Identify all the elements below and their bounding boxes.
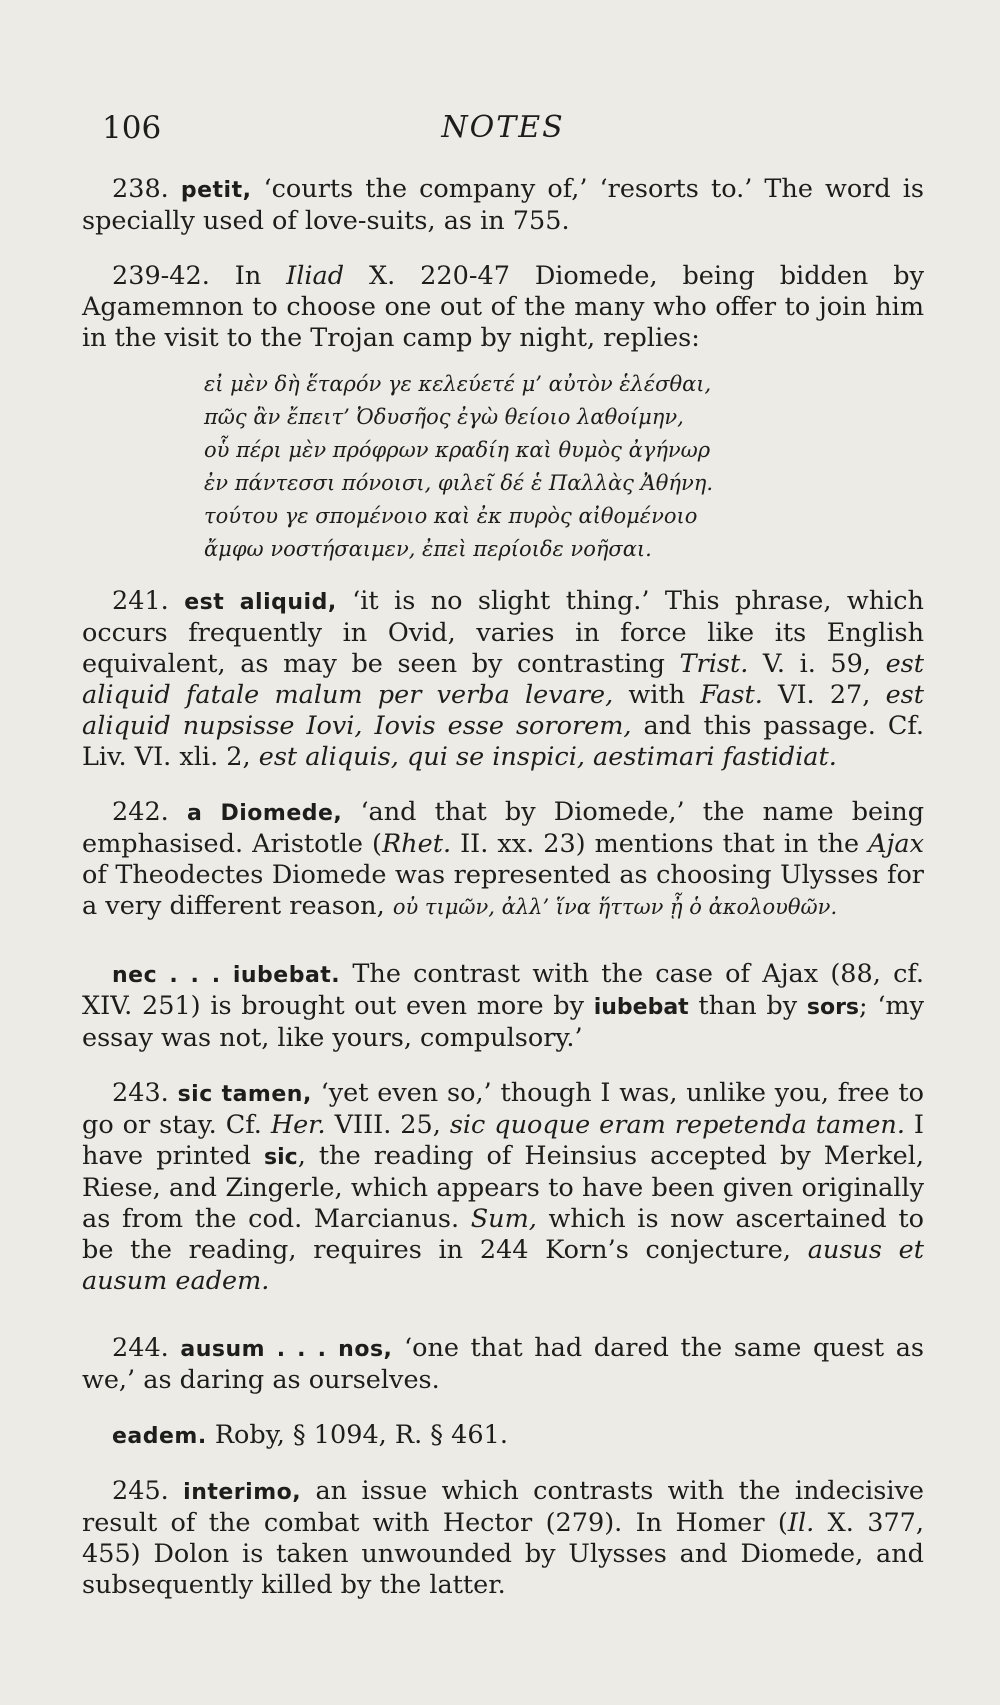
bold-term: sors	[806, 995, 860, 1020]
note-text: VIII. 25,	[325, 1110, 450, 1140]
note-239-42	[82, 261, 924, 354]
note-text: V. i. 59,	[748, 649, 886, 679]
note-text: ‘courts the company of,’ ‘resorts to.’ The word is specially used of love-suits, as in 755.	[82, 174, 924, 236]
note-244	[82, 1333, 924, 1396]
note-text: , the reading of Heinsius accepted by Merkel, Riese, and Zingerle, which appears to have been given originally as from the cod. Marcianus.	[82, 1141, 925, 1234]
latin-quote: sic quoque eram repetenda tamen.	[449, 1110, 905, 1140]
note-number: 245.	[112, 1476, 169, 1506]
note-text: I have printed	[82, 1110, 924, 1171]
note-text: Roby, § 1094, R. § 461.	[206, 1420, 508, 1450]
verse-line: εἰ μὲν δὴ ἕταρόν γε κελεύετέ μ’ αὐτὸν ἑλέσθαι,	[204, 372, 712, 396]
note-number: 241.	[112, 586, 169, 616]
note-lemma: ausum . . . nos,	[180, 1337, 393, 1362]
note-243	[82, 1078, 924, 1297]
note-text: The contrast with the case of Ajax (88, cf. XIV. 251) is brought out even more by	[82, 959, 924, 1021]
note-number: 238.	[112, 174, 169, 204]
note-nec-iubebat	[82, 959, 924, 1054]
note-text: 239-42. In	[112, 261, 287, 291]
greek-quotation	[204, 368, 924, 566]
note-lemma: sic tamen,	[177, 1082, 312, 1107]
note-text: X. 377, 455) Dolon is taken unwounded by Ulysses and Diomede, and subsequently killed by the latter.	[82, 1508, 924, 1600]
citation: Trist.	[679, 649, 749, 679]
note-lemma: interimo,	[183, 1480, 302, 1505]
note-text: II. xx. 23) mentions that in the	[451, 829, 869, 859]
note-text: ‘one that had dared the same quest as we,’ as daring as ourselves.	[82, 1333, 925, 1395]
note-lemma: petit,	[180, 178, 252, 203]
citation: Il.	[787, 1508, 815, 1538]
note-242	[82, 797, 924, 923]
latin-quote: est aliquid nupsisse Iovi, Iovis esse sororem,	[82, 680, 925, 741]
note-number: 243.	[112, 1078, 169, 1108]
note-text: which is now ascertained to be the reading, requires in 244 Korn’s conjecture,	[82, 1204, 924, 1265]
note-text: and this passage. Cf. Liv. VI. xli. 2,	[82, 711, 924, 772]
work-title: Ajax	[868, 829, 924, 859]
running-head: NOTES	[441, 110, 565, 145]
verse-line: πῶς ἂν ἔπειτ’ Ὀδυσῆος ἐγὼ θείοιο λαθοίμην,	[204, 405, 684, 429]
note-text: ‘and that by Diomede,’ the name being emphasised. Aristotle (	[82, 797, 925, 859]
citation: Rhet.	[381, 829, 452, 859]
note-text: an issue which contrasts with the indecisive result of the combat with Hector (279). In Homer (	[82, 1476, 924, 1538]
verse-line: οὗ πέρι μὲν πρόφρων κραδίη καὶ θυμὸς ἀγήνωρ	[204, 438, 711, 462]
note-text: of Theodectes Diomede was represented as choosing Ulysses for a very different reason,	[82, 860, 924, 921]
latin-quote: est aliquid fatale malum per verba levare,	[82, 649, 924, 710]
page-header	[82, 110, 924, 160]
note-text: VI. 27,	[762, 680, 886, 710]
note-text: ; ‘my essay was not, like yours, compulsory.’	[82, 991, 925, 1053]
note-lemma: eadem.	[112, 1424, 207, 1449]
note-text: X. 220-47 Diomede, being bidden by Agamemnon to choose one out of the many who offer to join him in the visit to the Trojan camp by night, replies:	[82, 261, 924, 353]
greek-quote: οὐ τιμῶν, ἀλλ’ ἵνα ἥττων ᾖ ὁ ἀκολουθῶν.	[392, 895, 838, 919]
page-number: 106	[102, 110, 162, 146]
note-text: with	[613, 680, 701, 710]
note-number: 242.	[112, 797, 169, 827]
bold-term: iubebat	[593, 995, 689, 1020]
note-241	[82, 586, 924, 773]
latin-quote: ausus et ausum eadem.	[82, 1235, 924, 1296]
note-245	[82, 1476, 924, 1601]
verse-line: τούτου γε σπομένοιο καὶ ἐκ πυρὸς αἰθομένοιο	[204, 504, 698, 528]
note-lemma: nec . . . iubebat.	[112, 963, 341, 988]
note-text: ‘it is no slight thing.’ This phrase, which occurs frequently in Ovid, varies in force like its English equivalent, as may be seen by contrasting	[82, 586, 924, 679]
note-238	[82, 174, 924, 237]
note-eadem	[82, 1420, 924, 1452]
work-title: Iliad	[286, 261, 345, 291]
latin-quote: Sum,	[470, 1204, 537, 1234]
citation: Fast.	[700, 680, 763, 710]
note-text: than by	[688, 991, 807, 1021]
citation: Her.	[270, 1110, 326, 1140]
verse-line: ἄμφω νοστήσαιμεν, ἐπεὶ περίοιδε νοῆσαι.	[204, 537, 652, 561]
note-number: 244.	[112, 1333, 169, 1363]
latin-quote: est aliquis, qui se inspici, aestimari fastidiat.	[258, 742, 837, 772]
note-lemma: a Diomede,	[186, 801, 343, 826]
note-lemma: est aliquid,	[184, 590, 337, 615]
bold-term: sic	[264, 1145, 298, 1170]
note-text: ‘yet even so,’ though I was, unlike you, free to go or stay. Cf.	[82, 1078, 924, 1140]
verse-line: ἐν πάντεσσι πόνοισι, φιλεῖ δέ ἑ Παλλὰς Ἀθήνη.	[204, 471, 714, 495]
